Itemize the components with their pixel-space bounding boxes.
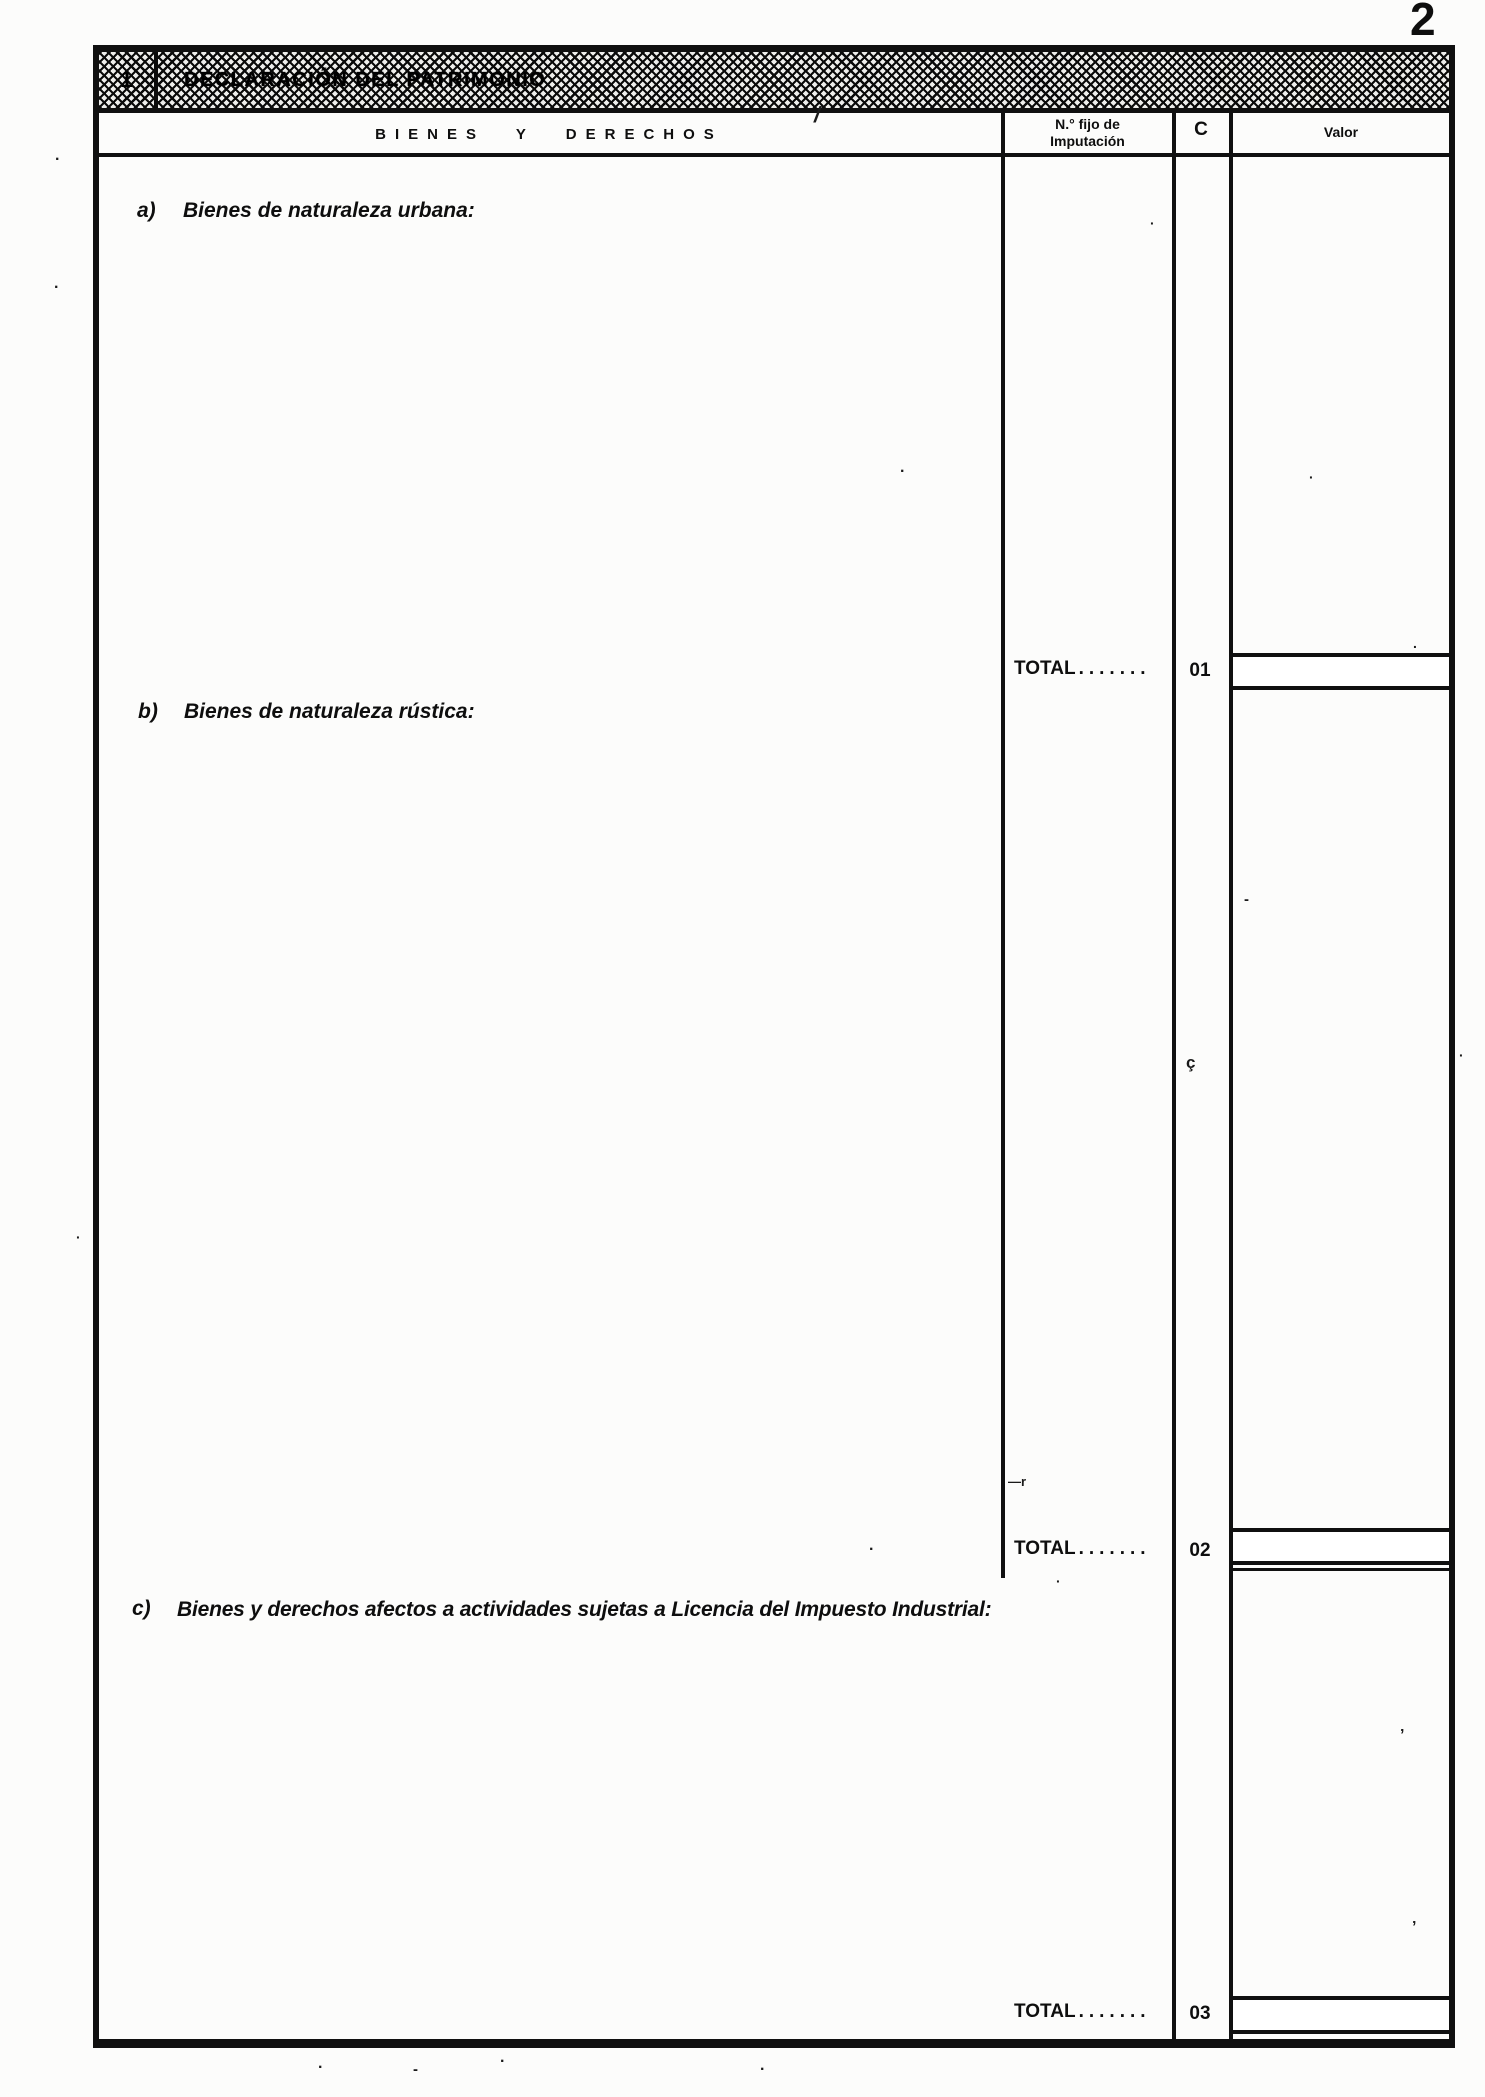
- scan-artifact: ·: [1150, 215, 1155, 231]
- total-label-03: TOTAL: [1014, 2001, 1076, 2022]
- scan-artifact: .: [54, 275, 59, 292]
- section-number-cell: [99, 52, 158, 108]
- header-row-divider: [93, 153, 1455, 157]
- form-title: DECLARACIÓN DEL PATRIMONIO: [184, 68, 547, 91]
- column-header-c: C: [1194, 119, 1208, 140]
- total-leader-01: .......: [1078, 658, 1151, 679]
- scan-artifact: /: [814, 102, 821, 127]
- scan-artifact: ’: [1400, 1727, 1405, 1744]
- section-c-heading: Bienes y derechos afectos a actividades sujetas a Licencia del Impuesto Industrial:: [177, 1598, 992, 1621]
- total-value-box-03[interactable]: [1233, 1996, 1449, 2034]
- total-row-02: [1014, 1538, 1151, 1560]
- scan-artifact: .: [869, 1537, 874, 1554]
- column-header-num-fijo-imputacion: [1005, 116, 1170, 150]
- total-code-03: 03: [1189, 2003, 1211, 2024]
- column-header-valor: Valor: [1323, 124, 1359, 140]
- column-divider-c-left: [1172, 112, 1176, 2048]
- column-divider-valor-left: [1229, 112, 1233, 2048]
- scan-artifact: .: [55, 147, 60, 164]
- total-value-box-01[interactable]: [1233, 653, 1449, 690]
- scan-artifact: .: [318, 2055, 323, 2072]
- valor-section-c-top-rule: [1233, 1568, 1449, 1571]
- scan-artifact: ·: [1056, 1573, 1061, 1589]
- column-header-imputacion-line2: Imputación: [1050, 133, 1125, 149]
- total-code-02: 02: [1189, 1540, 1211, 1561]
- total-label-01: TOTAL: [1014, 658, 1076, 679]
- section-a-letter: a): [137, 199, 156, 222]
- scan-artifact: ·: [1459, 1047, 1464, 1063]
- scan-artifact: -: [413, 2061, 418, 2078]
- scan-artifact: -: [1244, 891, 1249, 908]
- section-c-letter: c): [132, 1597, 151, 1620]
- scan-artifact: .: [760, 2057, 765, 2074]
- scan-artifact: —r: [1008, 1474, 1027, 1489]
- scan-artifact: ’: [1412, 1919, 1417, 1936]
- scan-artifact: ç: [1186, 1053, 1196, 1072]
- scan-artifact: .: [1413, 635, 1417, 651]
- form-section-header-band: [93, 45, 1455, 113]
- section-b-letter: b): [138, 700, 158, 723]
- section-a-heading: Bienes de naturaleza urbana:: [183, 199, 475, 222]
- total-code-01: 01: [1189, 660, 1211, 681]
- scan-artifact: ·: [76, 1229, 81, 1245]
- column-header-imputacion-line1: N.° fijo de: [1055, 116, 1120, 132]
- column-header-bienes-y-derechos: BIENES Y DERECHOS: [375, 126, 723, 143]
- page-number: 2: [1410, 0, 1437, 45]
- column-divider-imputacion-left: [1001, 112, 1005, 1578]
- scan-artifact: ·: [1309, 469, 1314, 485]
- scan-artifact: .: [900, 459, 905, 476]
- total-leader-03: .......: [1078, 2001, 1151, 2022]
- total-label-02: TOTAL: [1014, 1538, 1076, 1559]
- total-leader-02: .......: [1078, 1538, 1151, 1559]
- form-table-frame: [93, 45, 1455, 2048]
- section-number: 1: [120, 67, 133, 92]
- scan-artifact: .: [500, 2049, 505, 2066]
- total-row-03: [1014, 2001, 1151, 2023]
- section-b-heading: Bienes de naturaleza rústica:: [184, 700, 475, 723]
- total-row-01: [1014, 658, 1151, 680]
- total-value-box-02[interactable]: [1233, 1528, 1449, 1565]
